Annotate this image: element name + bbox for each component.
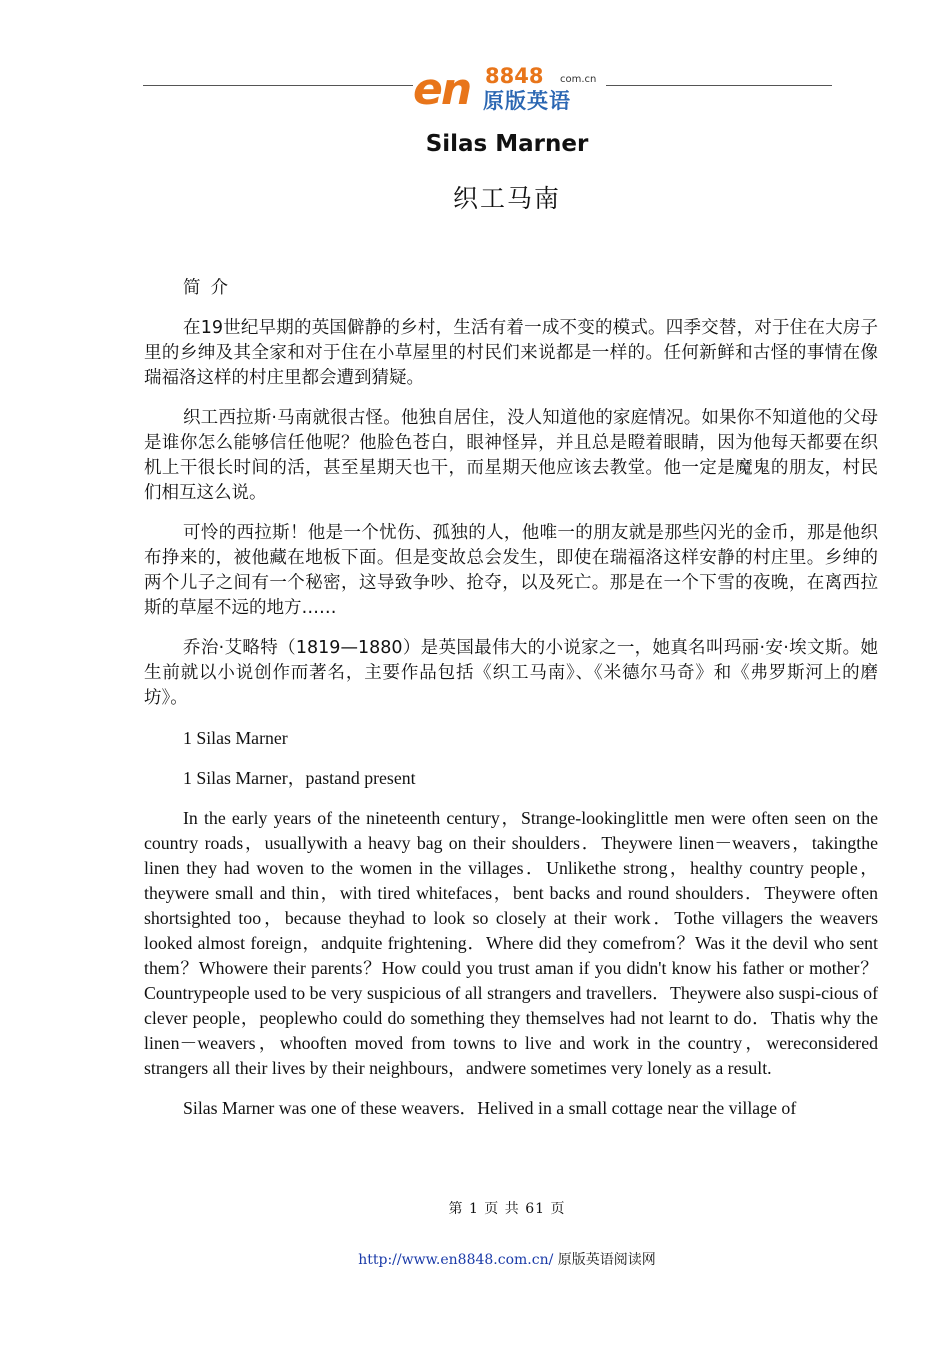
page-number: 第 1 页 共 61 页 — [448, 1201, 566, 1217]
paragraph-author: 乔治·艾略特（1819—1880）是英国最伟大的小说家之一，她真名叫玛丽·安·埃文斯。她生前就以小说创作而著名，主要作品包括《织工马南》、《米德尔马奇》和《弗罗斯河上的磨坊》。 — [144, 638, 878, 708]
header-rule-right — [606, 85, 832, 86]
logo-chinese-text: 原版英语 — [483, 89, 571, 113]
footer-source — [0, 1249, 950, 1269]
logo-domain-text: com.cn — [560, 74, 597, 85]
chapter-heading: 1 Silas Marner — [183, 728, 288, 748]
chapter-subheading: 1 Silas Marner，pastand present — [183, 768, 416, 788]
paragraph-chapter-2: Silas Marner was one of these weavers．Helived in a small cottage near the village of — [183, 1098, 797, 1118]
footer-site-name: 原版英语阅读网 — [557, 1252, 656, 1268]
header-rule-left — [143, 85, 413, 86]
paragraph-intro-2: 织工西拉斯·马南就很古怪。他独自居住，没人知道他的家庭情况。如果你不知道他的父母是谁你怎么能够信任他呢？他脸色苍白，眼神怪异，并且总是瞪着眼睛，因为他每天都要在织机上干很长时间的活，甚至星期天也干，而星期天他应该去教堂。他一定是魔鬼的朋友，村民们相互这么说。 — [144, 408, 878, 503]
section-heading-intro: 简介 — [183, 278, 238, 298]
footer-url-link[interactable]: http://www.en8848.com.cn/ — [358, 1252, 554, 1268]
document-body — [144, 276, 878, 1136]
paragraph-intro-1: 在19世纪早期的英国僻静的乡村，生活有着一成不变的模式。四季交替，对于住在大房子里的乡绅及其全家和对于住在小草屋里的村民们来说都是一样的。任何新鲜和古怪的事情在像瑞福洛这样的村庄里都会遭到猜疑。 — [144, 318, 878, 388]
logo-number-text: 8848 — [485, 64, 544, 88]
paragraph-chapter-1: In the early years of the nineteenth century，Strange-lookinglittle men were often seen on the country roads，usuallywith a heavy bag on their shoulders．Theywere linen－weavers，takingthe linen they had woven to the women in the villages．Unlikethe strong，healthy country people，theywere small and thin，with tired whitefaces，bent backs and round shoulders．Theywere often shortsighted too，because theyhad to look so closely at their work．Tothe villagers the weavers looked almost foreign，andquite frightening．Where did they comefrom？Was it the devil who sent them？Whowere their parents？How could you trust aman if you didn't know his father or mother？Countrypeople used to be very suspicious of all strangers and travellers．Theywere also suspi-cious of clever people，peoplewho could do something they themselves had not learnt to do．Thatis why the linen－weavers，whooften moved from towns to live and work in the country，wereconsidered strangers all their lives by their neighbours，andwere sometimes very lonely as a result. — [144, 808, 878, 1078]
logo-en-text: en — [413, 64, 471, 115]
site-logo[interactable] — [413, 64, 606, 116]
book-title-english: Silas Marner — [425, 131, 589, 157]
book-title-chinese: 织工马南 — [452, 184, 561, 213]
paragraph-intro-3: 可怜的西拉斯！他是一个忧伤、孤独的人，他唯一的朋友就是那些闪光的金币，那是他织布挣来的，被他藏在地板下面。但是变故总会发生，即使在瑞福洛这样安静的村庄里。乡绅的两个儿子之间有一个秘密，这导致争吵、抢夺，以及死亡。那是在一个下雪的夜晚，在离西拉斯的草屋不远的地方…… — [144, 523, 878, 618]
